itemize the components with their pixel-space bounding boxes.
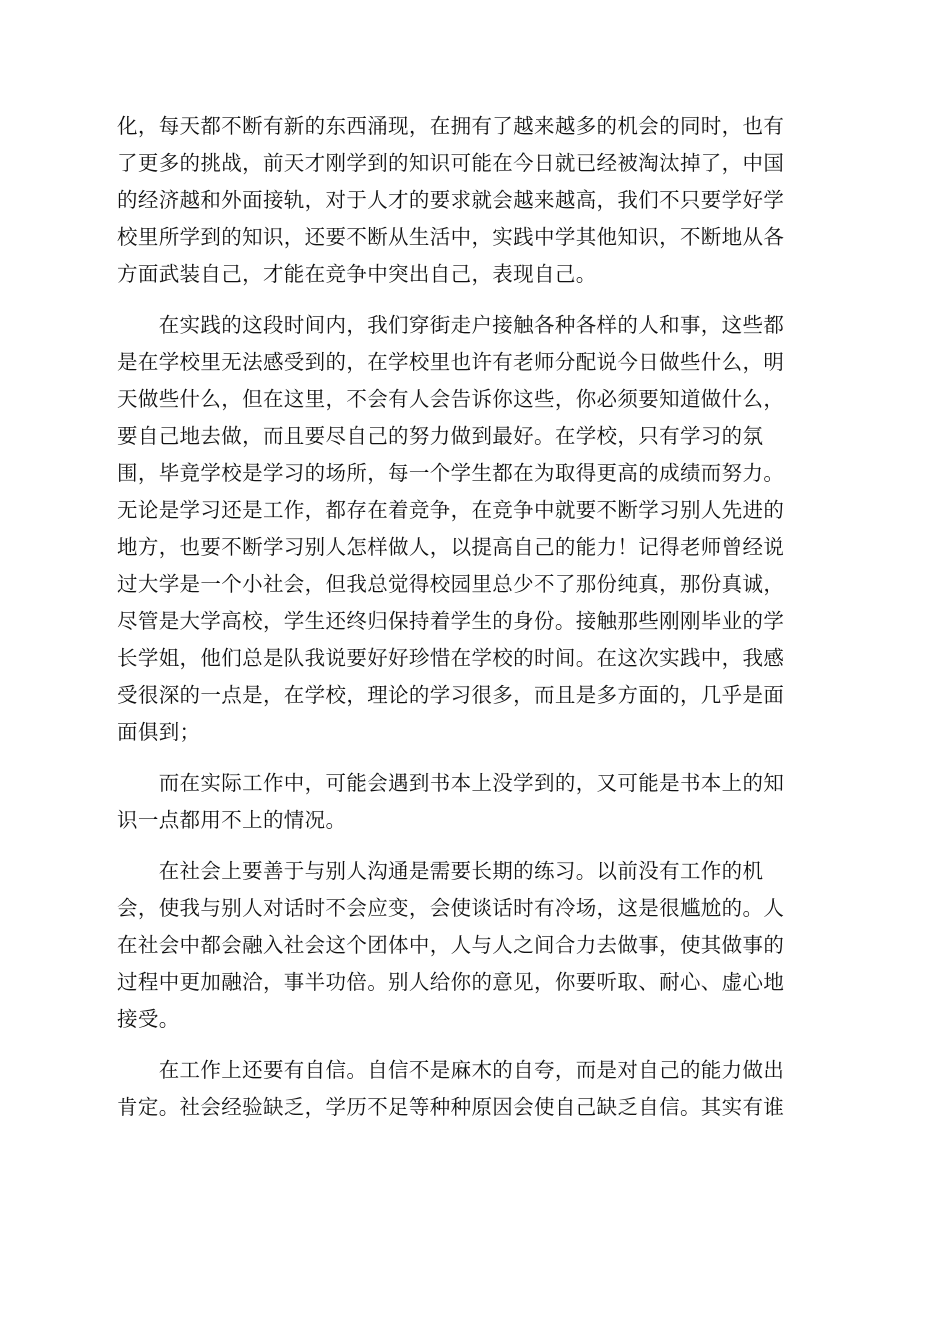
paragraph: [117, 765, 831, 839]
text-line: 受很深的一点是，在学校，理论的学习很多，而且是多方面的，几乎是面: [117, 683, 785, 707]
text-line: 要自己地去做，而且要尽自己的努力做到最好。在学校，只有学习的氛: [117, 424, 764, 448]
text-line: 过程中更加融洽，事半功倍。别人给你的意见，你要听取、耐心、虚心地: [117, 970, 785, 994]
text-line: 是在学校里无法感受到的，在学校里也许有老师分配说今日做些什么，明: [117, 350, 785, 374]
text-line: 在实践的这段时间内，我们穿街走户接触各种各样的人和事，这些都: [117, 313, 785, 337]
paragraph: [117, 853, 831, 1038]
text-line: 会，使我与别人对话时不会应变，会使谈话时有冷场，这是很尴尬的。人: [117, 896, 785, 920]
paragraph: [117, 1052, 831, 1126]
text-line: 识一点都用不上的情况。: [117, 808, 347, 832]
text-line: 了更多的挑战，前天才刚学到的知识可能在今日就已经被淘汰掉了，中国: [117, 151, 785, 175]
document-body: [117, 108, 831, 1126]
text-line: 地方，也要不断学习别人怎样做人，以提高自己的能力！记得老师曾经说: [117, 535, 785, 559]
text-line: 肯定。社会经验缺乏，学历不足等种种原因会使自己缺乏自信。其实有谁: [117, 1095, 785, 1119]
text-line: 过大学是一个小社会，但我总觉得校园里总少不了那份纯真，那份真诚，: [117, 572, 785, 596]
text-line: 在工作上还要有自信。自信不是麻木的自夸，而是对自己的能力做出: [117, 1058, 785, 1082]
text-line: 在社会中都会融入社会这个团体中，人与人之间合力去做事，使其做事的: [117, 933, 785, 957]
text-line: 化，每天都不断有新的东西涌现，在拥有了越来越多的机会的同时，也有: [117, 114, 785, 138]
text-line: 天做些什么，但在这里，不会有人会告诉你这些，你必须要知道做什么，: [117, 387, 785, 411]
text-line: 而在实际工作中，可能会遇到书本上没学到的，又可能是书本上的知: [117, 771, 785, 795]
text-line: 围，毕竟学校是学习的场所，每一个学生都在为取得更高的成绩而努力。: [117, 461, 785, 485]
text-line: 面俱到；: [117, 720, 201, 744]
text-line: 的经济越和外面接轨，对于人才的要求就会越来越高，我们不只要学好学: [117, 188, 785, 212]
paragraph: [117, 307, 831, 751]
text-line: 接受。: [117, 1007, 180, 1031]
text-line: 校里所学到的知识，还要不断从生活中，实践中学其他知识，不断地从各: [117, 225, 785, 249]
text-line: 在社会上要善于与别人沟通是需要长期的练习。以前没有工作的机: [117, 859, 764, 883]
text-line: 尽管是大学高校，学生还终归保持着学生的身份。接触那些刚刚毕业的学: [117, 609, 785, 633]
text-line: 长学姐，他们总是队我说要好好珍惜在学校的时间。在这次实践中，我感: [117, 646, 785, 670]
paragraph: [117, 108, 831, 293]
text-line: 方面武装自己，才能在竞争中突出自己，表现自己。: [117, 262, 597, 286]
text-line: 无论是学习还是工作，都存在着竞争，在竞争中就要不断学习别人先进的: [117, 498, 785, 522]
